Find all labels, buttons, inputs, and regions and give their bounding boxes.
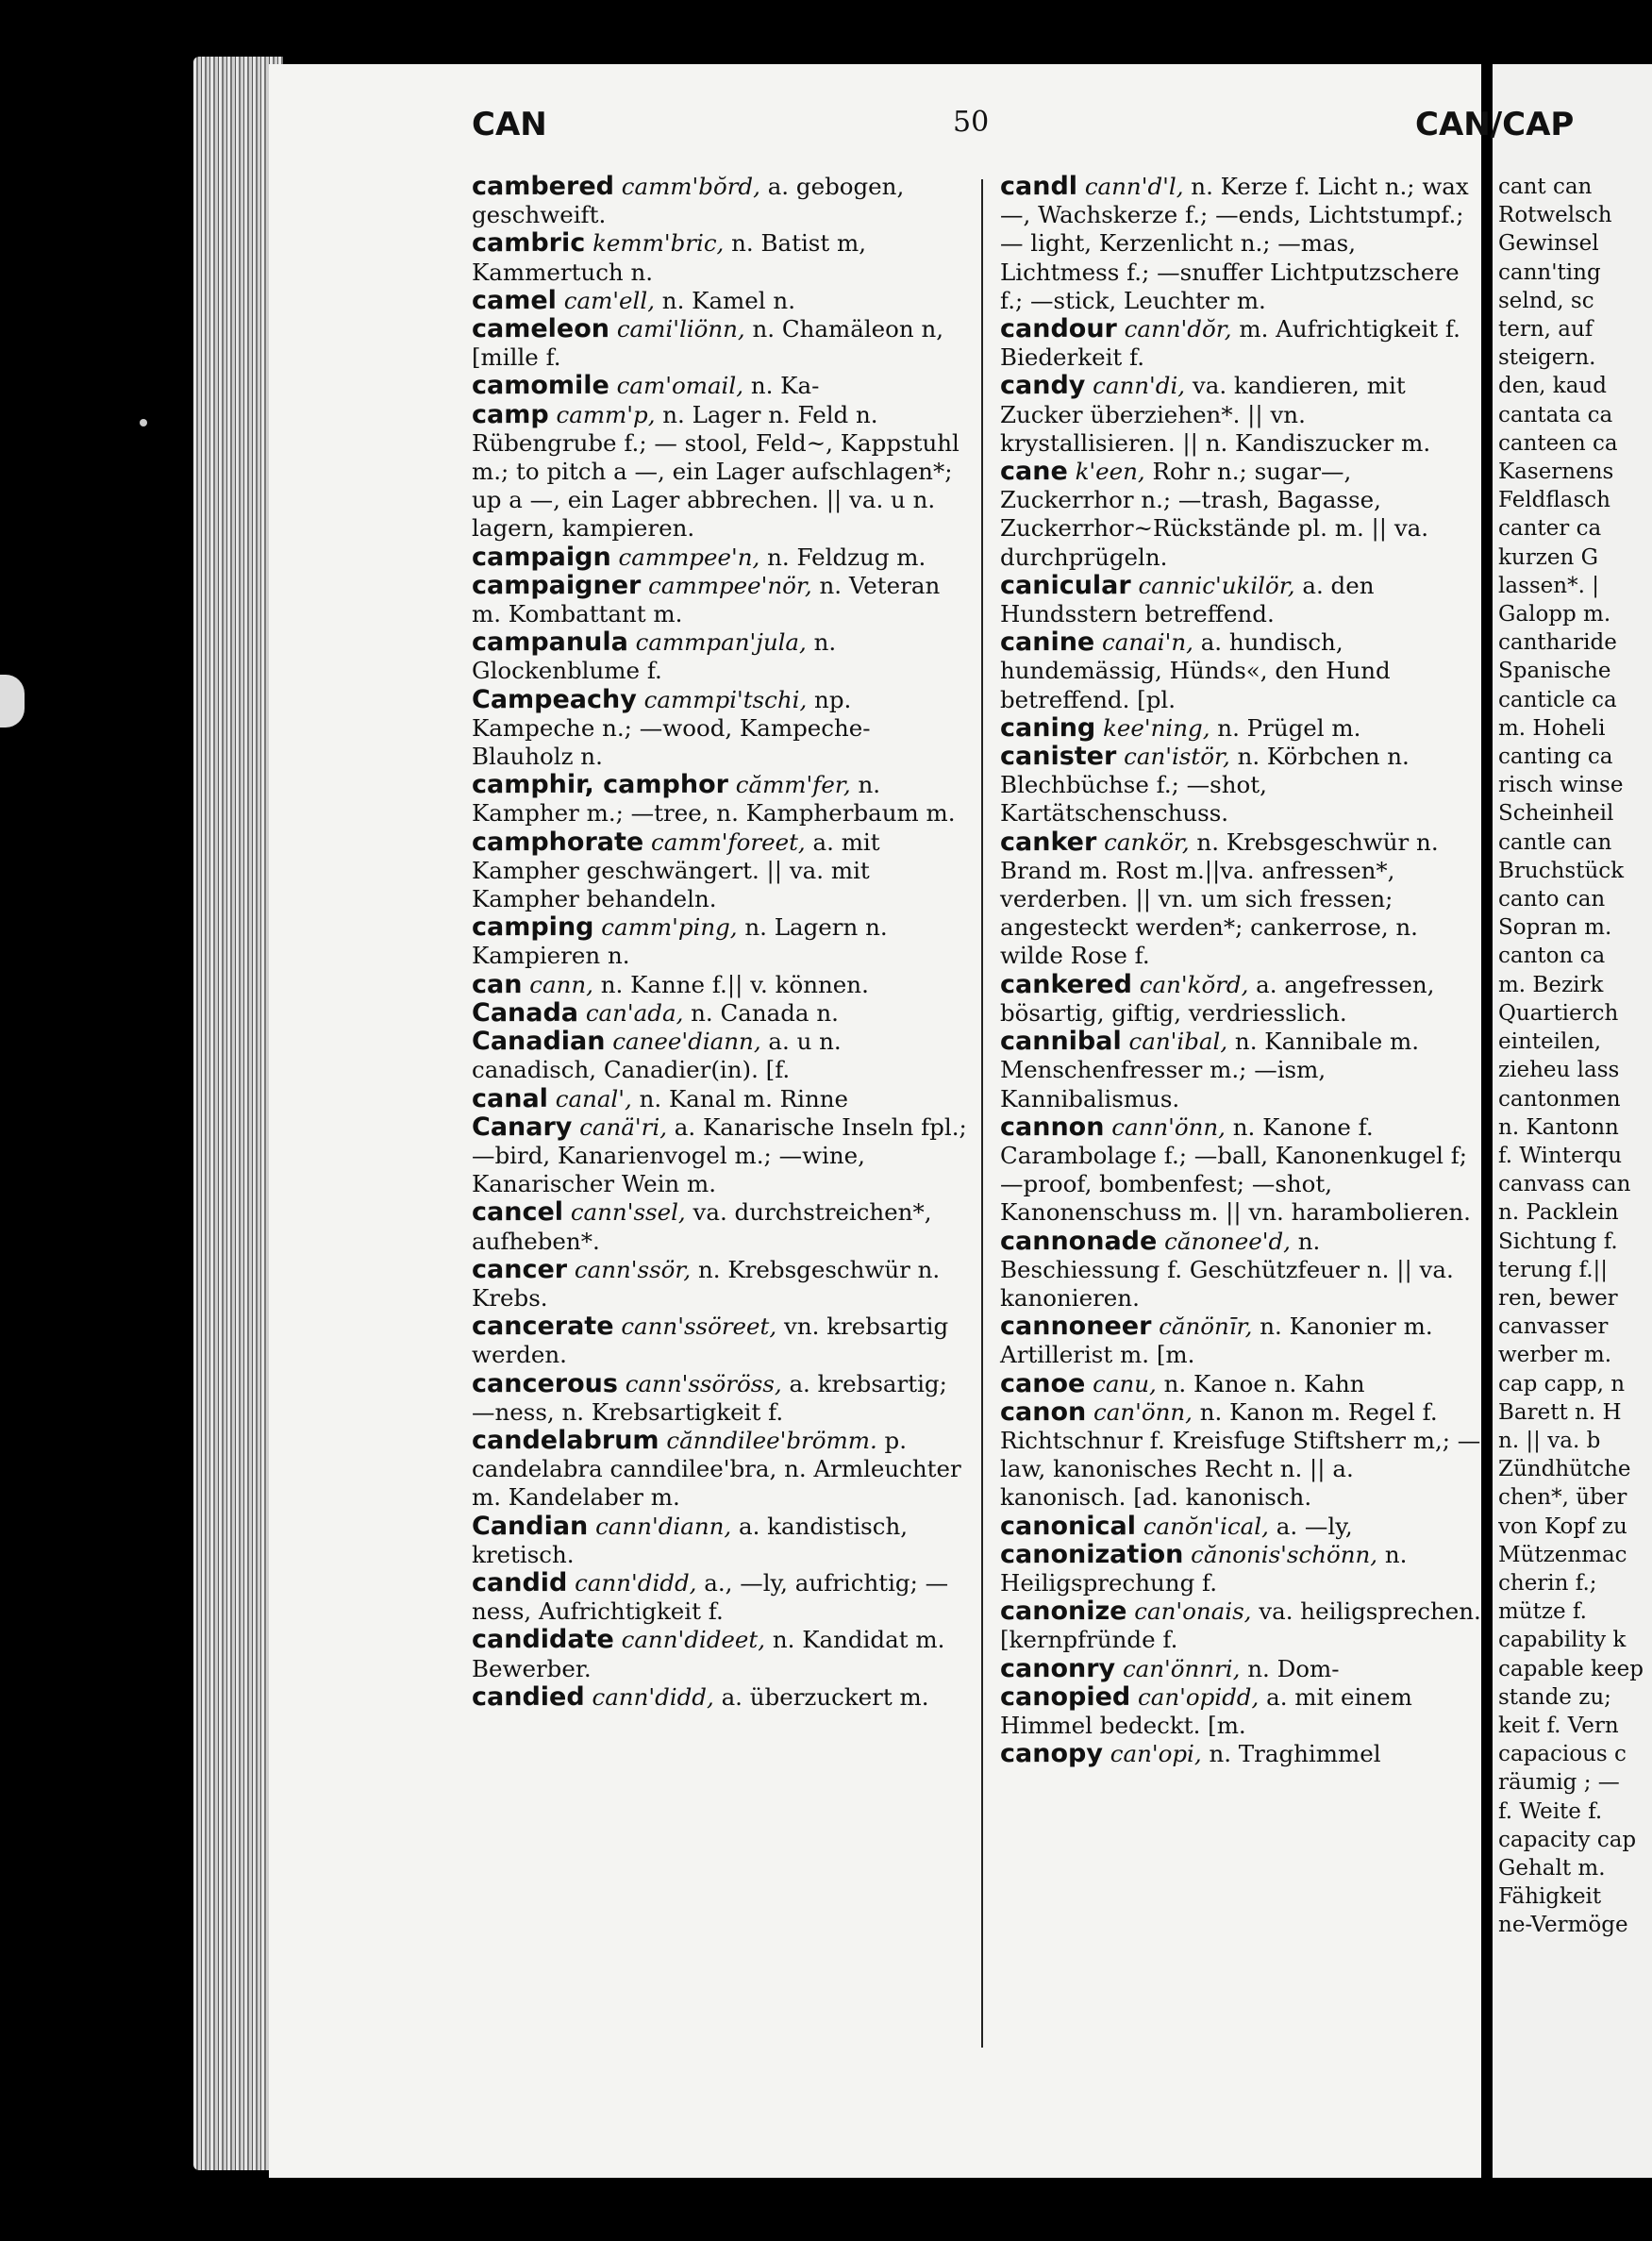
headword: cancel xyxy=(472,1197,564,1228)
pronunciation: cammpan'jula, xyxy=(635,628,807,657)
next-page-fragment: f. Winterqu xyxy=(1498,1143,1623,1168)
headword: cannoneer xyxy=(1000,1312,1152,1342)
next-page-fragment: n. Kantonn xyxy=(1498,1114,1619,1140)
pronunciation: canŏn'ical, xyxy=(1143,1512,1269,1540)
definition: n. Beschiessung f. Geschützfeuer n. || va. kanonieren. xyxy=(1000,1227,1454,1312)
headword: candy xyxy=(1000,371,1086,401)
next-page-fragment: einteilen, xyxy=(1498,1029,1602,1055)
pronunciation: kee'ning, xyxy=(1103,713,1210,742)
next-page-fragment: cantharide xyxy=(1498,630,1617,656)
dictionary-entry xyxy=(1000,714,1481,743)
pronunciation: cănndilee'brömm. xyxy=(666,1426,877,1454)
pronunciation: can'onais, xyxy=(1134,1597,1252,1626)
next-page-fragment: Kasernens xyxy=(1498,460,1614,485)
next-page-fragment: Feldflasch xyxy=(1498,488,1610,513)
definition: n. Chamäleon n, [mille f. xyxy=(472,315,944,372)
pronunciation: can'ibal, xyxy=(1128,1028,1228,1056)
headword: Canary xyxy=(472,1112,573,1142)
headword: cancer xyxy=(472,1254,568,1284)
dictionary-entry xyxy=(472,1085,972,1113)
dictionary-entry xyxy=(472,1198,972,1255)
pronunciation: cann, xyxy=(529,970,593,998)
headword: cankered xyxy=(1000,969,1132,999)
page-gutter xyxy=(1489,64,1493,2178)
definition: n. Batist m, Kammertuch n. xyxy=(472,229,867,286)
next-page-fragment: Bruchstück xyxy=(1498,858,1625,883)
dictionary-entry xyxy=(472,315,972,372)
next-page-fragment: ren, bewer xyxy=(1498,1285,1618,1311)
definition: a. mit Kampher geschwängert. || va. mit Kampher behandeln. xyxy=(472,828,880,913)
dictionary-entry xyxy=(472,1569,972,1626)
pronunciation: can'opidd, xyxy=(1138,1682,1260,1711)
definition: a. u n. canadisch, Canadier(in). [f. xyxy=(472,1028,842,1084)
pronunciation: canä'ri, xyxy=(579,1112,667,1141)
headword: camel xyxy=(472,285,557,315)
guide-word-left: CAN xyxy=(472,106,547,143)
next-page-fragment: Scheinheil xyxy=(1498,801,1614,827)
scan-speck xyxy=(140,419,147,426)
dictionary-entry xyxy=(1000,1370,1481,1398)
headword: Canadian xyxy=(472,1027,606,1057)
pronunciation: cann'didd, xyxy=(592,1682,714,1711)
headword: candidate xyxy=(472,1625,614,1655)
dictionary-entry xyxy=(472,828,972,914)
next-page-fragment: ne-Vermöge xyxy=(1498,1913,1628,1938)
dictionary-entry xyxy=(1000,1113,1481,1228)
definition: n. Lager n. Feld n. Rübengrube f.; — stool, Feld~, Kappstuhl m.; to pitch a —, ein Lager aufschlagen*; up a —, ein Lager abbrechen. || va. u n. lagern, kampieren. xyxy=(472,400,959,543)
next-page-fragment: canteen ca xyxy=(1498,430,1618,456)
headword: canonize xyxy=(1000,1597,1127,1627)
pronunciation: cann'ssör, xyxy=(574,1255,692,1283)
pronunciation: cann'ssöröss, xyxy=(625,1369,782,1397)
next-page-fragment: capacity cap xyxy=(1498,1827,1637,1852)
definition: np. Kampeche n.; —wood, Kampeche-Blauholz n. xyxy=(472,685,871,771)
next-page-fragment: Rotwelsch xyxy=(1498,203,1612,228)
headword: cannon xyxy=(1000,1112,1105,1142)
next-page-fragment: m. Hoheli xyxy=(1498,715,1606,741)
dictionary-entry xyxy=(472,287,972,315)
dictionary-entry xyxy=(1000,1228,1481,1313)
headword: Campeachy xyxy=(472,684,637,714)
dictionary-entry xyxy=(1000,572,1481,628)
next-page-fragment: canting ca xyxy=(1498,744,1613,770)
definition: va. heiligsprechen. [kernpfründe f. xyxy=(1000,1597,1481,1654)
dictionary-entry xyxy=(1000,1398,1481,1513)
next-page-fragment: capability k xyxy=(1498,1628,1627,1653)
pronunciation: cănönīr, xyxy=(1159,1313,1253,1341)
definition: a. überzuckert m. xyxy=(721,1682,929,1711)
definition: n. Kanon m. Regel f. Richtschnur f. Kreisfuge Stiftsherr m,; —law, kanonisches Recht n. || a. kanonisch. [ad. kanonisch. xyxy=(1000,1397,1481,1512)
headword: canoe xyxy=(1000,1368,1086,1398)
definition: n. Kanonier m. Artillerist m. [m. xyxy=(1000,1313,1433,1369)
dictionary-entry xyxy=(1000,1541,1481,1597)
definition: a. gebogen, geschweift. xyxy=(472,173,905,229)
pronunciation: cann'ssel, xyxy=(570,1198,686,1227)
next-page-fragment: capable keep xyxy=(1498,1656,1644,1681)
pronunciation: cam'omail, xyxy=(616,372,744,400)
pronunciation: camm'foreet, xyxy=(651,828,806,856)
headword: cameleon xyxy=(472,314,610,344)
next-page-fragment: canto can xyxy=(1498,887,1606,912)
next-page-fragment: cherin f.; xyxy=(1498,1570,1597,1596)
dictionary-entry xyxy=(472,1626,972,1682)
definition: a. mit einem Himmel bedeckt. [m. xyxy=(1000,1682,1412,1739)
headword: campanula xyxy=(472,627,628,658)
pronunciation: kemm'bric, xyxy=(592,229,725,258)
next-page-fragment: keit f. Vern xyxy=(1498,1713,1619,1738)
next-page-fragment: lassen*. | xyxy=(1498,573,1599,598)
next-page-fragment: von Kopf zu xyxy=(1498,1514,1627,1539)
dictionary-entry xyxy=(1000,1683,1481,1740)
next-page-fragment: cantle can xyxy=(1498,829,1612,855)
definition: n. Kamel n. xyxy=(661,286,795,314)
dictionary-entry xyxy=(472,971,972,999)
headword: cancerous xyxy=(472,1368,618,1398)
next-page-fragment: räumig ; — xyxy=(1498,1770,1620,1796)
pronunciation: cammpee'nör, xyxy=(648,571,812,599)
next-page-fragment: canton ca xyxy=(1498,944,1606,969)
dictionary-entry xyxy=(472,401,972,544)
definition: n. Ka- xyxy=(750,372,820,400)
next-page-fragment: Sichtung f. xyxy=(1498,1229,1618,1254)
pronunciation: cann'di, xyxy=(1093,372,1186,400)
next-page-fragment: cap capp, n xyxy=(1498,1371,1626,1396)
definition: n. Prügel m. xyxy=(1217,713,1361,742)
headword: candied xyxy=(472,1681,585,1712)
dictionary-entry xyxy=(1000,372,1481,458)
definition: a. krebsartig; —ness, n. Krebsartigkeit f. xyxy=(472,1369,947,1426)
dictionary-entry xyxy=(1000,1655,1481,1683)
next-page-fragment: Gewinsel xyxy=(1498,231,1599,257)
headword: canister xyxy=(1000,742,1117,772)
next-page-fragment: cantata ca xyxy=(1498,402,1613,427)
next-page-fragment: cantonmen xyxy=(1498,1086,1621,1112)
pronunciation: cammpee'n, xyxy=(618,543,760,571)
pronunciation: cann'önn, xyxy=(1111,1112,1226,1141)
pronunciation: canai'n, xyxy=(1102,628,1193,657)
headword: canopied xyxy=(1000,1681,1131,1712)
dictionary-entry xyxy=(472,1683,972,1712)
headword: cane xyxy=(1000,457,1068,487)
dictionary-entry xyxy=(1000,1740,1481,1768)
next-page-fragment: steigern. xyxy=(1498,345,1596,371)
next-page-fragment: Barett n. H xyxy=(1498,1399,1622,1425)
next-page-fragment: canter ca xyxy=(1498,516,1602,542)
headword: camp xyxy=(472,399,549,429)
definition: a. den Hundsstern betreffend. xyxy=(1000,571,1375,628)
pronunciation: camm'bŏrd, xyxy=(621,173,760,200)
next-page-fragment: Sopran m. xyxy=(1498,915,1612,941)
definition: n. Kampher m.; —tree, n. Kampherbaum m. xyxy=(472,771,956,828)
headword: canal xyxy=(472,1083,548,1113)
next-page-fragment: n. Packlein xyxy=(1498,1200,1619,1226)
definition: a. hundisch, hundemässig, Hünds«, den Hund betreffend. [pl. xyxy=(1000,628,1391,713)
dictionary-entry xyxy=(472,999,972,1028)
next-page-fragment: den, kaud xyxy=(1498,374,1607,399)
dictionary-entry xyxy=(472,1256,972,1313)
definition: a. —ly, xyxy=(1276,1512,1353,1540)
definition: Rohr n.; sugar—, Zuckerrhor n.; —trash, Bagasse, Zuckerrhor~Rückstände pl. m. || va. durchprügeln. xyxy=(1000,458,1429,571)
definition: va. durchstreichen*, aufheben*. xyxy=(472,1198,932,1255)
headword: caning xyxy=(1000,712,1096,743)
headword: Canada xyxy=(472,997,579,1028)
next-page-fragment: stande zu; xyxy=(1498,1684,1611,1710)
headword: candid xyxy=(472,1567,568,1597)
next-page-fragment: canvass can xyxy=(1498,1172,1631,1197)
dictionary-entry xyxy=(472,1113,972,1199)
pronunciation: canee'diann, xyxy=(612,1028,761,1056)
definition: n. Kanone f. Carambolage f.; —ball, Kanonenkugel f; —proof, bombenfest; —shot, Kanonenschuss m. || vn. harambolieren. xyxy=(1000,1112,1471,1227)
pronunciation: cămm'fer, xyxy=(735,771,851,799)
next-page-fragment: Zündhütche xyxy=(1498,1457,1631,1482)
dictionary-entry xyxy=(1000,1313,1481,1369)
next-page-fragment: f. Weite f. xyxy=(1498,1798,1603,1824)
dictionary-entry xyxy=(1000,1597,1481,1654)
dictionary-entry xyxy=(472,1370,972,1427)
headword: canicular xyxy=(1000,570,1131,600)
next-page-column xyxy=(1498,173,1652,1940)
next-page-fragment: Fähigkeit xyxy=(1498,1884,1602,1910)
next-page-fragment: cann'ting xyxy=(1498,259,1601,285)
definition: n. Kannibale m. Menschenfresser m.; —ism, Kannibalismus. xyxy=(1000,1028,1420,1112)
dictionary-entry xyxy=(472,628,972,685)
guide-word-right: CAN/CAP xyxy=(1415,106,1575,143)
headword: cannibal xyxy=(1000,1027,1122,1057)
pronunciation: can'ada, xyxy=(585,998,684,1027)
headword: campaigner xyxy=(472,570,642,600)
pronunciation: cann'ssöreet, xyxy=(621,1313,777,1341)
next-page-fragment: risch winse xyxy=(1498,773,1624,798)
definition: vn. krebsartig werden. xyxy=(472,1313,949,1369)
scan-edge-artifact xyxy=(0,675,25,727)
next-page-fragment: chen*, über xyxy=(1498,1485,1627,1511)
definition: n. Traghimmel xyxy=(1209,1740,1381,1768)
dictionary-entry xyxy=(1000,315,1481,372)
headword: candour xyxy=(1000,314,1117,344)
pronunciation: canu, xyxy=(1093,1369,1157,1397)
left-column xyxy=(472,173,972,1712)
definition: n. Heiligsprechung f. xyxy=(1000,1540,1408,1597)
pronunciation: cănonee'd, xyxy=(1164,1227,1291,1255)
pronunciation: cănonis'schönn, xyxy=(1191,1540,1378,1568)
definition: n. Kanal m. Rinne xyxy=(639,1084,849,1112)
headword: camping xyxy=(472,912,594,943)
pronunciation: cann'd'l, xyxy=(1084,173,1184,200)
headword: canonization xyxy=(1000,1539,1184,1569)
dictionary-entry xyxy=(1000,971,1481,1028)
dictionary-entry xyxy=(472,372,972,400)
dictionary-entry xyxy=(1000,458,1481,572)
pronunciation: cami'liönn, xyxy=(616,315,745,343)
definition: n. Veteran m. Kombattant m. xyxy=(472,571,941,628)
headword: canine xyxy=(1000,627,1095,658)
dictionary-entry xyxy=(1000,828,1481,971)
next-page-fragment: Spanische xyxy=(1498,659,1611,684)
headword: cancerate xyxy=(472,1312,614,1342)
dictionary-entry xyxy=(472,771,972,828)
dictionary-entry xyxy=(472,544,972,572)
headword: canker xyxy=(1000,827,1097,857)
next-page-fragment: terung f.|| xyxy=(1498,1257,1609,1282)
dictionary-entry xyxy=(1000,743,1481,828)
next-page-fragment: werber m. xyxy=(1498,1343,1612,1368)
dictionary-entry xyxy=(1000,628,1481,714)
definition: n. Kandidat m. Bewerber. xyxy=(472,1626,945,1682)
next-page-fragment: mütze f. xyxy=(1498,1599,1587,1625)
pronunciation: can'önn, xyxy=(1093,1397,1193,1426)
definition: n. Dom- xyxy=(1247,1654,1340,1682)
definition: n. Krebsgeschwür n. Krebs. xyxy=(472,1255,941,1312)
pronunciation: cann'dideet, xyxy=(621,1626,766,1654)
headword: canonical xyxy=(1000,1511,1136,1541)
next-page-fragment: tern, auf xyxy=(1498,317,1594,343)
definition: n. Krebsgeschwür n. Brand m. Rost m.||va. anfressen*, verderben. || vn. um sich fressen; angesteckt werden*; cankerrose, n. wilde Rose f. xyxy=(1000,828,1439,970)
pronunciation: cammpi'tschi, xyxy=(643,685,808,713)
next-page-fragment: Gehalt m. xyxy=(1498,1855,1606,1881)
headword: can xyxy=(472,969,523,999)
pronunciation: camm'ping, xyxy=(601,913,738,942)
dictionary-entry xyxy=(472,913,972,970)
definition: m. Aufrichtigkeit f. Biederkeit f. xyxy=(1000,315,1460,372)
definition: n. Feldzug m. xyxy=(767,543,926,571)
next-page-fragment: selnd, sc xyxy=(1498,288,1594,313)
next-page-fragment: Mützenmac xyxy=(1498,1542,1627,1567)
next-page-fragment: cant can xyxy=(1498,175,1593,199)
definition: n. Kanoe n. Kahn xyxy=(1163,1369,1365,1397)
definition: n. Kanne f.|| v. können. xyxy=(600,970,869,998)
headword: cannonade xyxy=(1000,1226,1158,1256)
pronunciation: cankör, xyxy=(1104,828,1190,856)
pronunciation: can'önnri, xyxy=(1122,1654,1241,1682)
pronunciation: canal', xyxy=(555,1084,632,1112)
definition: n. Canada n. xyxy=(691,998,839,1027)
dictionary-entry xyxy=(1000,1028,1481,1113)
pronunciation: can'kŏrd, xyxy=(1139,970,1249,998)
headword: canopy xyxy=(1000,1739,1103,1769)
headword: camphir, camphor xyxy=(472,770,728,800)
right-column xyxy=(1000,173,1481,1768)
dictionary-entry xyxy=(472,229,972,286)
pronunciation: camm'p, xyxy=(556,400,656,428)
headword: Candian xyxy=(472,1511,589,1541)
dictionary-entry xyxy=(472,173,972,229)
next-page-fragment: m. Bezirk xyxy=(1498,972,1604,997)
dictionary-entry xyxy=(472,572,972,628)
headword: canon xyxy=(1000,1396,1087,1427)
next-page-fragment: Quartierch xyxy=(1498,1000,1619,1026)
page-number: 50 xyxy=(953,106,990,139)
definition: a. angefressen, bösartig, giftig, verdriesslich. xyxy=(1000,970,1435,1027)
dictionary-entry xyxy=(472,1513,972,1569)
dictionary-entry xyxy=(1000,173,1481,315)
headword: candelabrum xyxy=(472,1425,659,1455)
next-page-fragment: canvasser xyxy=(1498,1314,1609,1340)
headword: camomile xyxy=(472,371,609,401)
pronunciation: cann'dŏr, xyxy=(1124,315,1232,343)
headword: campaign xyxy=(472,542,611,572)
dictionary-entry xyxy=(472,1313,972,1369)
pronunciation: cannic'ukilör, xyxy=(1138,571,1295,599)
dictionary-entry xyxy=(472,1427,972,1513)
pronunciation: can'istör, xyxy=(1124,743,1230,771)
pronunciation: can'opi, xyxy=(1110,1740,1202,1768)
dictionary-entry xyxy=(472,686,972,772)
pronunciation: cann'diann, xyxy=(595,1512,732,1540)
headword: camphorate xyxy=(472,827,644,857)
definition: va. kandieren, mit Zucker überziehen*. || vn. krystallisieren. || n. Kandiszucker m. xyxy=(1000,372,1431,457)
next-page-fragment: zieheu lass xyxy=(1498,1058,1620,1083)
definition: n. Körbchen n. Blechbüchse f.; —shot, Kartätschenschuss. xyxy=(1000,743,1410,828)
definition: a. Kanarische Inseln fpl.; —bird, Kanarienvogel m.; —wine, Kanarischer Wein m. xyxy=(472,1112,967,1198)
definition: a., —ly, aufrichtig; —ness, Aufrichtigkeit f. xyxy=(472,1568,949,1626)
definition: a. kandistisch, kretisch. xyxy=(472,1512,909,1568)
next-page-fragment: n. || va. b xyxy=(1498,1428,1601,1453)
dictionary-entry xyxy=(1000,1513,1481,1541)
headword: candl xyxy=(1000,172,1078,201)
headword: cambered xyxy=(472,172,614,201)
pronunciation: cann'didd, xyxy=(575,1568,697,1597)
next-page-fragment: kurzen G xyxy=(1498,544,1598,570)
definition: n. Kerze f. Licht n.; wax—, Wachskerze f.; —ends, Lichtstumpf.; — light, Kerzenlicht n.; —mas, Lichtmess f.; —snuffer Lichtputzschere f.; —stick, Leuchter m. xyxy=(1000,173,1469,314)
next-page-fragment: Galopp m. xyxy=(1498,602,1611,627)
definition: p. candelabra canndilee'bra, n. Armleuchter m. Kandelaber m. xyxy=(472,1426,961,1512)
headword: canonry xyxy=(1000,1653,1116,1683)
headword: cambric xyxy=(472,228,586,259)
pronunciation: k'een, xyxy=(1075,458,1145,486)
next-page-fragment: canticle ca xyxy=(1498,687,1617,712)
definition: n. Lagern n. Kampieren n. xyxy=(472,913,888,970)
next-page-fragment: capacious c xyxy=(1498,1742,1627,1767)
dictionary-entry xyxy=(472,1028,972,1084)
pronunciation: cam'ell, xyxy=(563,286,655,314)
definition: n. Glockenblume f. xyxy=(472,628,837,685)
column-divider xyxy=(981,179,983,2048)
